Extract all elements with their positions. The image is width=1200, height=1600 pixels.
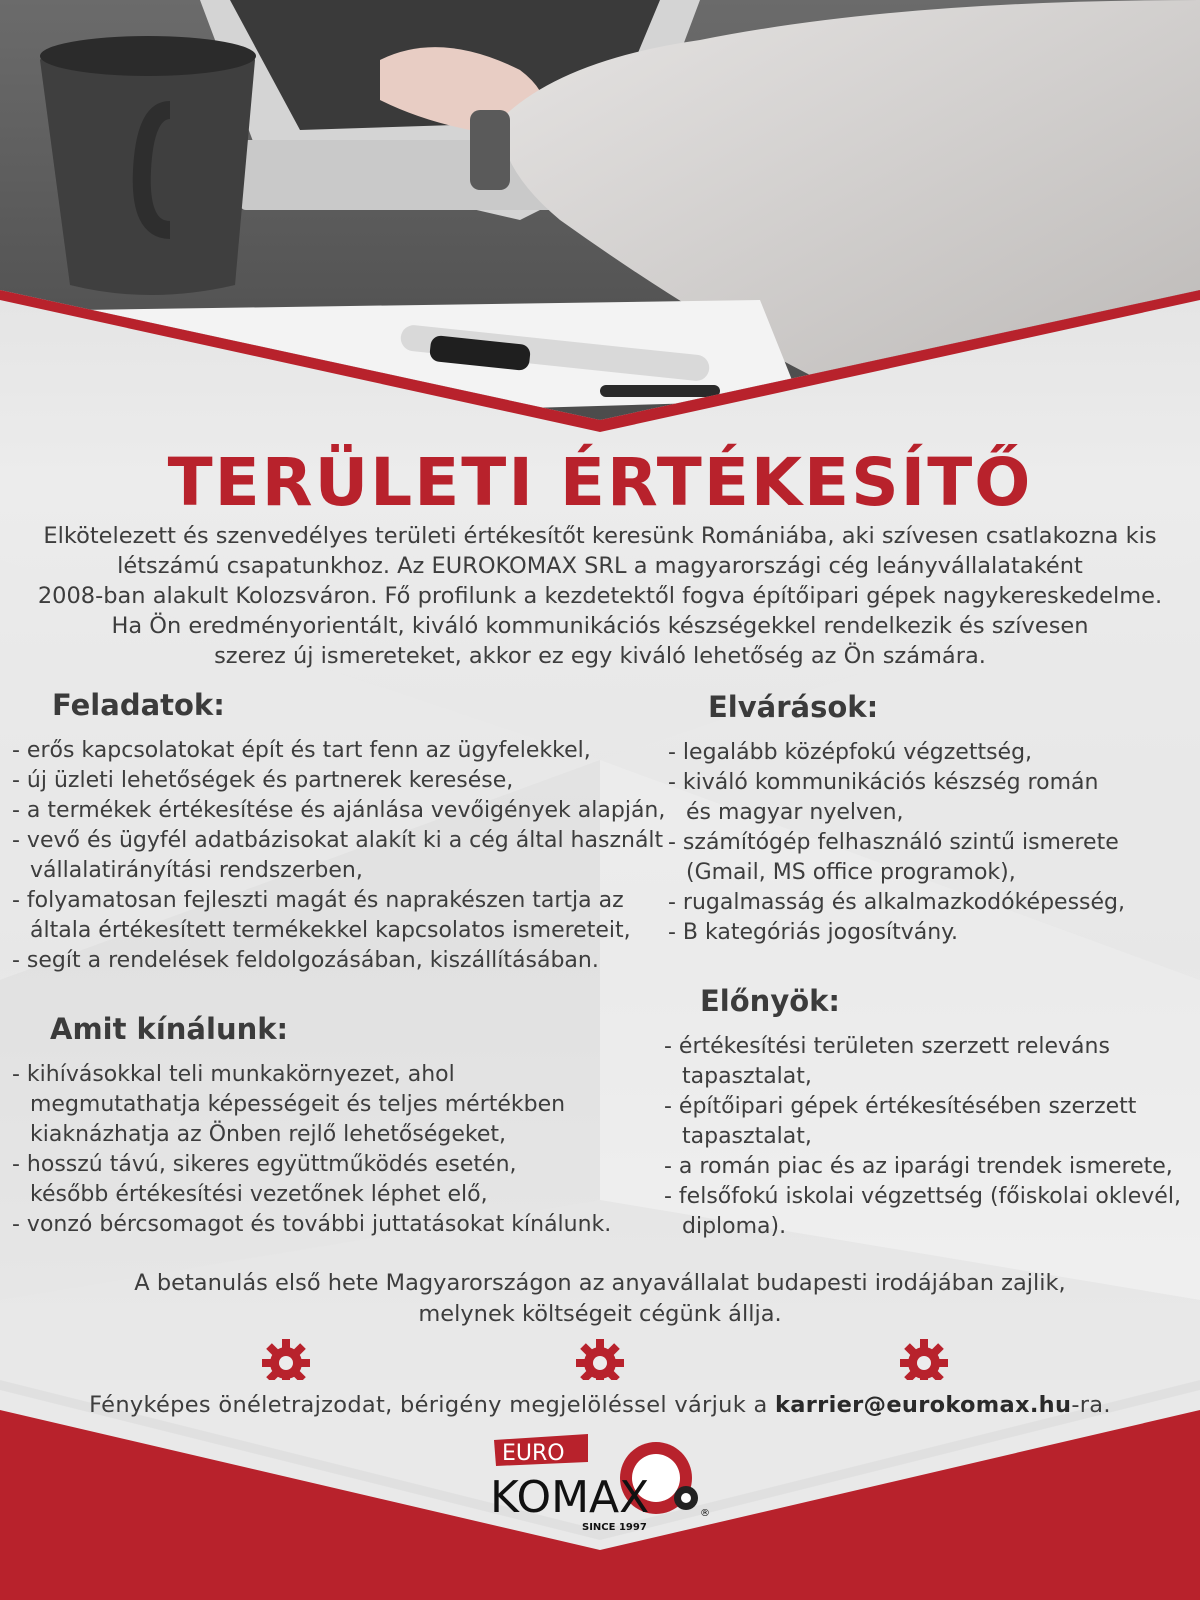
list-item: - építőipari gépek értékesítésében szerzett tapasztalat,	[664, 1094, 1137, 1149]
feladatok-heading: Feladatok:	[52, 688, 225, 722]
list-item: - értékesítési területen szerzett releváns tapasztalat,	[664, 1034, 1110, 1089]
list-item: - vonzó bércsomagot és további juttatásokat kínálunk.	[12, 1212, 612, 1237]
intro-line: szerez új ismereteket, akkor ez egy kiváló lehetőség az Ön számára.	[214, 643, 986, 669]
list-item: - hosszú távú, sikeres együttműködés esetén, később értékesítési vezetőnek léphet elő,	[12, 1152, 517, 1207]
elvarasok-list	[668, 738, 1125, 948]
eurokomax-logo	[490, 1432, 720, 1542]
list-item: - B kategóriás jogosítvány.	[668, 920, 959, 945]
intro-line: Elkötelezett és szenvedélyes területi értékesítőt keresünk Romániába, aki szívesen csatlakozna kis	[43, 523, 1157, 549]
contact-email[interactable]: karrier@eurokomax.hu	[775, 1392, 1072, 1418]
intro-paragraph	[20, 521, 1180, 671]
logo-reg-mark: ®	[700, 1508, 710, 1519]
feladatok-list	[12, 736, 665, 976]
page-title: TERÜLETI ÉRTÉKESÍTŐ	[167, 444, 1033, 521]
logo-komax-text: KOMAX	[490, 1472, 650, 1523]
list-item: - számítógép felhasználó szintű ismerete (Gmail, MS office programok),	[668, 830, 1119, 885]
elonyok-list	[664, 1032, 1181, 1242]
list-item: - vevő és ügyfél adatbázisokat alakít ki a cég által használt vállalatirányítási rendszerben,	[12, 828, 664, 883]
application-cta	[0, 1392, 1200, 1418]
intro-line: 2008-ban alakult Kolozsváron. Fő profilunk a kezdetektől fogva építőipari gépek nagykereskedelme.	[37, 583, 1163, 609]
kinalunk-heading: Amit kínálunk:	[50, 1012, 289, 1046]
kinalunk-list	[12, 1060, 611, 1240]
logo-euro-text: EURO	[502, 1441, 565, 1466]
cta-suffix: -ra.	[1071, 1392, 1111, 1418]
elvarasok-heading: Elvárások:	[708, 690, 879, 724]
note-line: melynek költségeit cégünk állja.	[418, 1301, 782, 1327]
list-item: - rugalmasság és alkalmazkodóképesség,	[668, 890, 1125, 915]
training-note	[0, 1268, 1200, 1330]
note-line: A betanulás első hete Magyarországon az anyavállalat budapesti irodájában zajlik,	[134, 1270, 1066, 1296]
list-item: - a termékek értékesítése és ajánlása vevőigények alapján,	[12, 798, 666, 823]
elonyok-heading: Előnyök:	[700, 984, 841, 1018]
list-item: - felsőfokú iskolai végzettség (főiskolai oklevél, diploma).	[664, 1184, 1181, 1239]
list-item: - kihívásokkal teli munkakörnyezet, ahol megmutathatja képességeit és teljes mértékben kiaknázhatja az Önben rejlő lehetőségeket,	[12, 1062, 566, 1147]
intro-line: Ha Ön eredményorientált, kiváló kommunikációs készségekkel rendelkezik és szívesen	[111, 613, 1089, 639]
intro-line: létszámú csapatunkhoz. Az EUROKOMAX SRL a magyarországi cég leányvállalataként	[117, 553, 1083, 579]
list-item: - segít a rendelések feldolgozásában, kiszállításában.	[12, 948, 599, 973]
logo-since-text: SINCE 1997	[582, 1522, 647, 1533]
list-item: - folyamatosan fejleszti magát és naprakészen tartja az általa értékesített termékekkel kapcsolatos ismereteit,	[12, 888, 631, 943]
list-item: - kiváló kommunikációs készség román és magyar nyelven,	[668, 770, 1099, 825]
list-item: - legalább középfokú végzettség,	[668, 740, 1033, 765]
list-item: - a román piac és az iparági trendek ismerete,	[664, 1154, 1173, 1179]
list-item: - erős kapcsolatokat épít és tart fenn az ügyfelekkel,	[12, 738, 591, 763]
cta-text: Fényképes önéletrajzodat, bérigény megjelöléssel várjuk a	[89, 1392, 776, 1418]
hero-photo	[0, 0, 1200, 440]
list-item: - új üzleti lehetőségek és partnerek keresése,	[12, 768, 514, 793]
